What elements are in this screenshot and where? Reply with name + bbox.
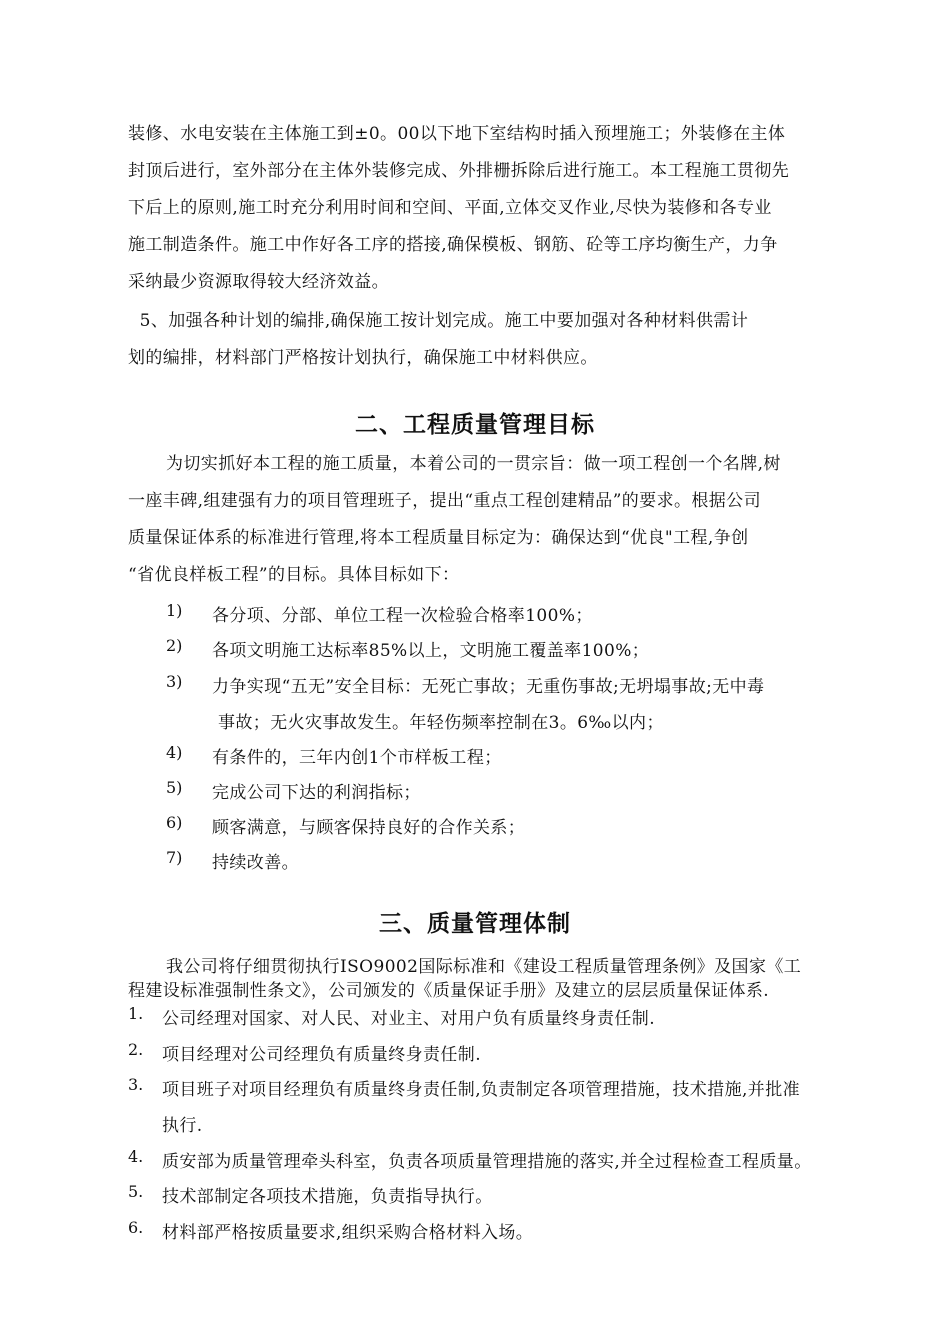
section2-title: 二、工程质量管理目标 — [355, 412, 595, 438]
item-number: 1. — [128, 1004, 144, 1023]
text-line: 划的编排，材料部门严格按计划执行，确保施工中材料供应。 — [128, 348, 598, 368]
item-text-continued: 执行. — [162, 1116, 203, 1136]
goal-text: 力争实现“五无”安全目标：无死亡事故；无重伤事故;无坍塌事故;无中毒 — [212, 677, 765, 697]
goal-number: 2) — [166, 636, 183, 655]
text-line: 质量保证体系的标准进行管理,将本工程质量目标定为：确保达到“优良"工程,争创 — [128, 528, 749, 548]
text-line: 为切实抓好本工程的施工质量，本着公司的一贯宗旨：做一项工程创一个名牌,树 — [166, 454, 781, 474]
goal-number: 1) — [166, 601, 183, 620]
goal-text: 持续改善。 — [212, 853, 299, 873]
goal-number: 7) — [166, 848, 183, 867]
goal-text: 完成公司下达的利润指标； — [212, 783, 421, 803]
item-number: 5. — [128, 1182, 144, 1201]
section3-intro — [128, 955, 864, 1003]
text-line: 程建设标准强制性条文》，公司颁发的《质量保证手册》及建立的层层质量保证体系. — [128, 981, 770, 1001]
text-line: 封顶后进行，室外部分在主体外装修完成、外排栅拆除后进行施工。本工程施工贯彻先 — [128, 161, 790, 181]
text-line: 装修、水电安装在主体施工到±0。00以下地下室结构时插入预埋施工；外装修在主体 — [128, 124, 786, 144]
item-text: 项目班子对项目经理负有质量终身责任制,负责制定各项管理措施，技术措施,并批准 — [162, 1080, 801, 1100]
item-text: 材料部严格按质量要求,组织采购合格材料入场。 — [162, 1223, 534, 1243]
item-text: 项目经理对公司经理负有质量终身责任制. — [162, 1045, 482, 1065]
goal-number: 3) — [166, 672, 183, 691]
item-text: 公司经理对国家、对人民、对业主、对用户负有质量终身责任制. — [162, 1009, 656, 1029]
text-line: 一座丰碑,组建强有力的项目管理班子，提出“重点工程创建精品”的要求。根据公司 — [128, 491, 761, 511]
goal-text: 各项文明施工达标率85%以上，文明施工覆盖率100%； — [212, 641, 650, 661]
text-line: “省优良样板工程”的目标。具体目标如下： — [128, 565, 460, 585]
section1-paragraph — [128, 116, 864, 301]
item-number: 4. — [128, 1147, 144, 1166]
text-line: 施工制造条件。施工中作好各工序的搭接,确保模板、钢筋、砼等工序均衡生产，力争 — [128, 235, 778, 255]
goal-text: 顾客满意，与顾客保持良好的合作关系； — [212, 818, 526, 838]
goal-number: 5) — [166, 778, 183, 797]
item-number: 6. — [128, 1218, 144, 1237]
section3-title: 三、质量管理体制 — [379, 911, 571, 937]
item-number: 2. — [128, 1040, 144, 1059]
goal-number: 6) — [166, 813, 183, 832]
goal-number: 4) — [166, 743, 183, 762]
section1-item5 — [128, 303, 864, 377]
text-line: 下后上的原则,施工时充分利用时间和空间、平面,立体交叉作业,尽快为装修和各专业 — [128, 198, 772, 218]
goal-text: 有条件的，三年内创1个市样板工程； — [212, 748, 502, 768]
text-line: 我公司将仔细贯彻执行ISO9002国际标准和《建设工程质量管理条例》及国家《工 — [166, 957, 802, 977]
text-line: 5、加强各种计划的编排,确保施工按计划完成。施工中要加强对各种材料供需计 — [128, 311, 749, 331]
text-line: 采纳最少资源取得较大经济效益。 — [128, 272, 389, 292]
item-text: 质安部为质量管理牵头科室，负责各项质量管理措施的落实,并全过程检查工程质量。 — [162, 1152, 812, 1172]
goal-text: 各分项、分部、单位工程一次检验合格率100%； — [212, 606, 593, 626]
item-number: 3. — [128, 1075, 144, 1094]
goal-text-continued: 事故；无火灾事故发生。年轻伤频率控制在3。6‰以内； — [218, 713, 664, 733]
section2-intro — [128, 446, 864, 594]
item-text: 技术部制定各项技术措施，负责指导执行。 — [162, 1187, 493, 1207]
